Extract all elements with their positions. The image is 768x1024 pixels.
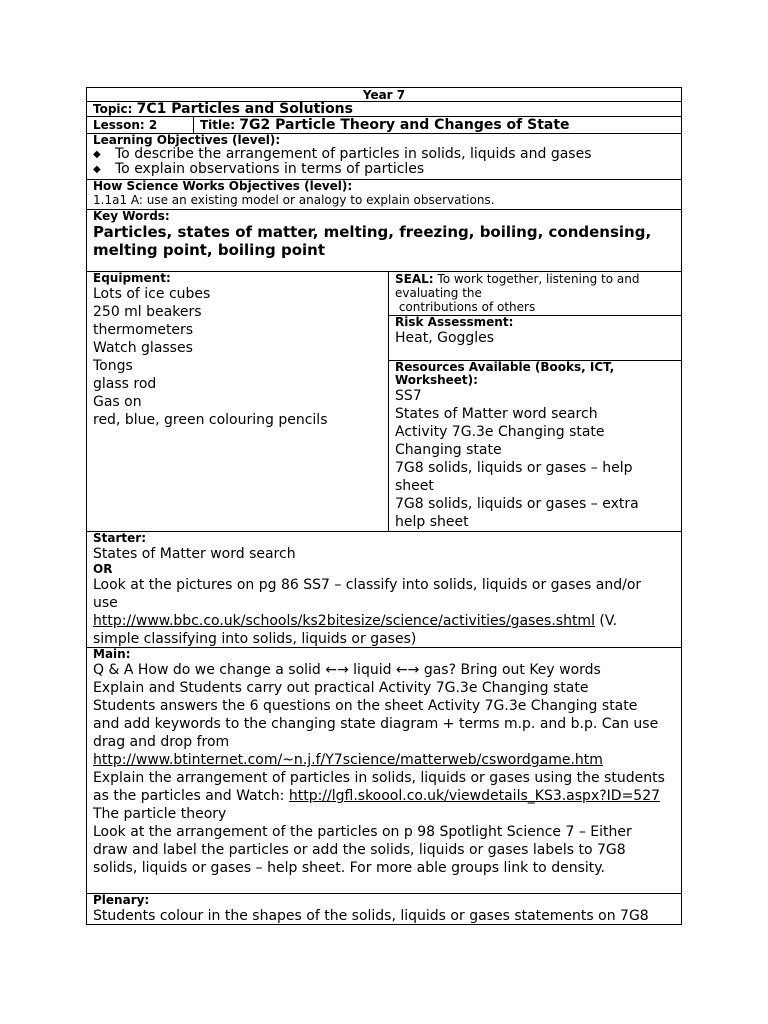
equipment-item: glass rod [93, 376, 157, 392]
title-label: Title: [200, 118, 236, 132]
diamond-bullet-icon: ◆ [93, 164, 101, 175]
starter-line: Look at the pictures on pg 86 SS7 – classify into solids, liquids or gases and/or [93, 577, 642, 593]
keywords-heading: Key Words: [93, 209, 170, 223]
main-line: drag and drop from [93, 734, 230, 750]
seal-cell [389, 272, 681, 316]
resource-item: 7G8 solids, liquids or gases – help [395, 460, 633, 476]
lesson-plan-table [86, 87, 682, 925]
resource-item: Changing state [395, 442, 502, 458]
equipment-item: Watch glasses [93, 340, 193, 356]
starter-section [87, 532, 681, 648]
resources-cell [389, 361, 681, 531]
starter-line: use [93, 595, 118, 611]
equipment-resources-row [87, 272, 681, 532]
risk-text: Heat, Goggles [395, 330, 495, 346]
bbc-link[interactable]: http://www.bbc.co.uk/schools/ks2bitesize/science/activities/gases.shtml [93, 613, 595, 629]
main-line: as the particles and Watch: [93, 788, 289, 804]
key-words [87, 210, 681, 272]
resources-heading: Resources Available (Books, ICT, [395, 360, 615, 374]
resource-item: Activity 7G.3e Changing state [395, 424, 605, 440]
main-heading: Main: [93, 647, 131, 661]
starter-heading: Starter: [93, 531, 146, 545]
resources-heading: Worksheet): [395, 373, 478, 387]
lesson-row [87, 117, 681, 134]
lesson-number: Lesson: 2 [87, 117, 194, 133]
title-value: 7G2 Particle Theory and Changes of State [239, 117, 570, 133]
topic-value: 7C1 Particles and Solutions [136, 101, 353, 117]
plenary-section [87, 894, 681, 925]
skoool-link[interactable]: http://lgfl.skoool.co.uk/viewdetails_KS3.aspx?ID=527 [288, 788, 661, 804]
risk-heading: Risk Assessment: [395, 315, 514, 329]
seal-text: evaluating the [395, 286, 482, 300]
starter-note: (V. [594, 613, 618, 629]
main-line: draw and label the particles or add the solids, liquids or gases labels to 7G8 [93, 842, 626, 858]
plenary-heading: Plenary: [93, 893, 150, 907]
objectives-heading: Learning Objectives (level): [93, 133, 281, 147]
diamond-bullet-icon: ◆ [93, 149, 101, 160]
equipment-cell [87, 272, 389, 531]
hsw-objectives [87, 180, 681, 210]
hsw-heading: How Science Works Objectives (level): [93, 179, 353, 193]
resource-item: States of Matter word search [395, 406, 598, 422]
main-line: solids, liquids or gases – help sheet. For more able groups link to density. [93, 860, 605, 876]
hsw-text: 1.1a1 A: use an existing model or analogy to explain observations. [93, 193, 495, 207]
topic-label: Topic: [93, 102, 133, 116]
plenary-line: Students colour in the shapes of the solids, liquids or gases statements on 7G8 [93, 908, 649, 924]
resource-item: SS7 [395, 388, 422, 404]
year-heading: Year 7 [87, 88, 681, 102]
resource-item: 7G8 solids, liquids or gases – extra [395, 496, 639, 512]
equipment-item: thermometers [93, 322, 194, 338]
main-line: Explain the arrangement of particles in solids, liquids or gases using the students [93, 770, 665, 786]
keywords-line: melting point, boiling point [93, 241, 325, 259]
main-line: Explain and Students carry out practical Activity 7G.3e Changing state [93, 680, 589, 696]
objective-item: ◆ To explain observations in terms of particles [93, 161, 425, 177]
main-line: The particle theory [93, 806, 227, 822]
main-line: and add keywords to the changing state diagram + terms m.p. and b.p. Can use [93, 716, 659, 732]
seal-text: To work together, listening to and [437, 272, 640, 286]
main-line: Q & A How do we change a solid ←→ liquid ←→ gas? Bring out Key words [93, 662, 601, 678]
btinternet-link[interactable]: http://www.btinternet.com/~n.j.f/Y7science/matterweb/cswordgame.htm [93, 752, 603, 768]
or-label: OR [93, 562, 113, 576]
equipment-item: 250 ml beakers [93, 304, 202, 320]
equipment-heading: Equipment: [93, 271, 171, 285]
right-column [389, 272, 681, 531]
main-line: Look at the arrangement of the particles on p 98 Spotlight Science 7 – Either [93, 824, 632, 840]
lesson-title [194, 117, 681, 133]
resource-item: sheet [395, 478, 434, 494]
learning-objectives [87, 134, 681, 180]
resource-item: help sheet [395, 514, 469, 530]
equipment-item: Lots of ice cubes [93, 286, 211, 302]
equipment-item: red, blue, green colouring pencils [93, 412, 328, 428]
topic-row [87, 102, 681, 117]
risk-cell [389, 316, 681, 361]
objective-item: ◆ To describe the arrangement of particles in solids, liquids and gases [93, 146, 592, 162]
starter-line: States of Matter word search [93, 546, 296, 562]
main-line: Students answers the 6 questions on the sheet Activity 7G.3e Changing state [93, 698, 638, 714]
equipment-item: Gas on [93, 394, 142, 410]
seal-heading: SEAL: [395, 272, 434, 286]
starter-line: simple classifying into solids, liquids or gases) [93, 631, 417, 647]
main-section [87, 648, 681, 894]
seal-text: contributions of others [395, 300, 536, 314]
equipment-item: Tongs [93, 358, 133, 374]
keywords-line: Particles, states of matter, melting, freezing, boiling, condensing, [93, 223, 652, 241]
